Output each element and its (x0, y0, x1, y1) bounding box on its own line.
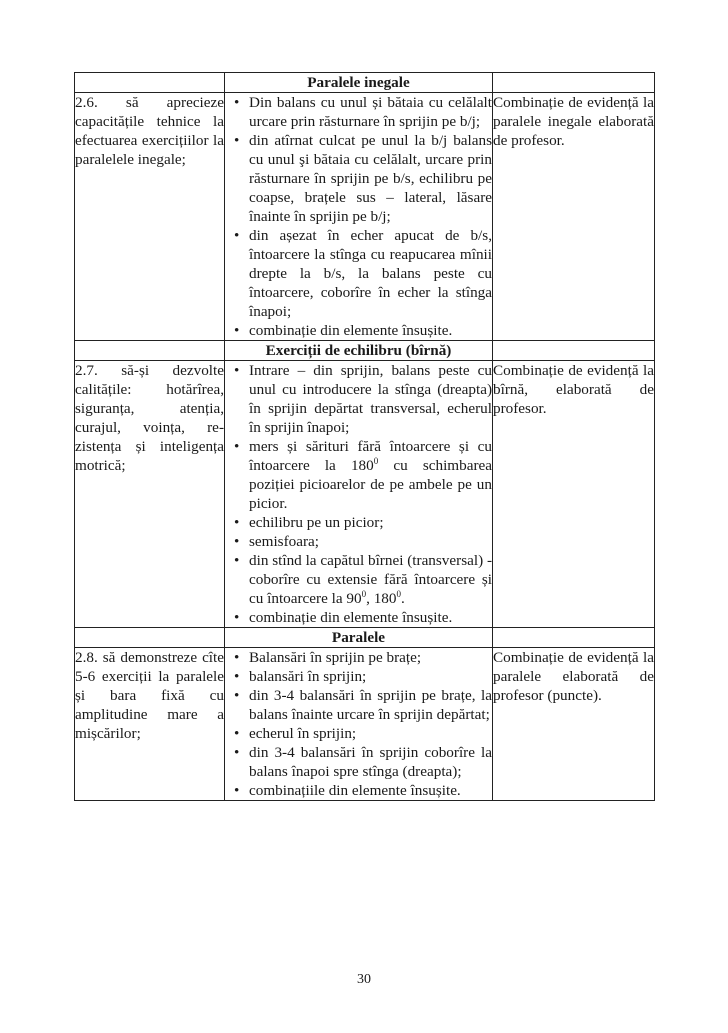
section-title: Exerciții de echilibru (bîrnă) (225, 341, 493, 361)
section-content-row (75, 648, 655, 801)
objective-cell: 2.6. să aprecieze capacitățile tehnice la efectuarea exercițiilor la paralelele inegale; (75, 93, 225, 341)
objective-cell: 2.7. să-și dezvolte calitățile: hotărîrea, siguranța, atenția, curajul, voința, rezistența și inteligența motrică; (75, 361, 225, 628)
exercise-list (225, 648, 492, 800)
list-item: • Intrare – din sprijin, balans peste cu unul cu introducere la stînga (dreapta) în sprijin depărtat transversal, echerul în sprijin înapoi; (225, 361, 492, 437)
assessment-cell: Combinație de evidență la paralele inegale elaborată de profesor. (493, 93, 655, 341)
list-item: • echerul în sprijin; (225, 724, 492, 743)
list-item-text: din stînd la capătul bîrnei (transversal) - coborîre cu extensie fără întoarcere și cu întoarcere la 90 (249, 552, 492, 607)
section-content-row (75, 361, 655, 628)
list-item-text: . (400, 590, 405, 607)
list-item: • din așezat în echer apucat de b/s, întoarcere la stînga cu reapucarea mînii drepte la b/s, la balans peste cu întoarcere, coborîre în echer la stînga înapoi; (225, 226, 492, 321)
section-title: Paralele inegale (225, 73, 493, 93)
section-content-row (75, 93, 655, 341)
exercise-list-cell (225, 93, 493, 341)
curriculum-table (74, 72, 655, 801)
objective-cell: 2.8. să demonstreze cîte 5-6 exerciții la paralele și bara fixă cu amplitudine mare a mișcărilor; (75, 648, 225, 801)
section-title-row (75, 73, 655, 93)
list-item: • Din balans cu unul și bătaia cu celălalt urcare prin răsturnare în sprijin pe b/j; (225, 93, 492, 131)
list-item (225, 551, 492, 608)
section-title-row (75, 341, 655, 361)
exercise-list-cell (225, 648, 493, 801)
list-item: • din 3-4 balansări în sprijin pe brațe, la balans înainte urcare în sprijin depărtat; (225, 686, 492, 724)
assessment-cell: Combinație de evidență la paralele elaborată de profesor (puncte). (493, 648, 655, 801)
list-item-text: cu schimbarea poziției picioarelor de pe ambele pe un picior. (249, 457, 492, 512)
list-item: • semisfoara; (225, 532, 492, 551)
list-item: • combinație din elemente însușite. (225, 608, 492, 627)
section-title-row (75, 628, 655, 648)
degree-mark: 0 (361, 588, 367, 599)
degree-mark: 0 (396, 588, 401, 599)
exercise-list (225, 93, 492, 340)
list-item (225, 437, 492, 513)
list-item: • combinațiile din elemente însușite. (225, 781, 492, 800)
exercise-list (225, 361, 492, 627)
list-item: • din atîrnat culcat pe unul la b/j balans cu unul şi bătaia cu celălalt, urcare prin răsturnare în sprijin pe b/s, echilibru pe coapse, brațele sus – lateral, lăsare înainte în sprijin pe b/j; (225, 131, 492, 226)
list-item-text: mers și sărituri fără întoarcere și cu întoarcere la 180 (249, 438, 492, 474)
assessment-cell: Combinație de evidență la bîrnă, elaborată de profesor. (493, 361, 655, 628)
list-item: • Balansări în sprijin pe brațe; (225, 648, 492, 667)
list-item: • balansări în sprijin; (225, 667, 492, 686)
list-item-text: , 180 (366, 590, 397, 607)
degree-mark: 0 (373, 455, 379, 466)
exercise-list-cell (225, 361, 493, 628)
list-item: • echilibru pe un picior; (225, 513, 492, 532)
section-title: Paralele (225, 628, 493, 648)
page-number: 30 (357, 972, 371, 987)
list-item: • combinație din elemente însușite. (225, 321, 492, 340)
list-item: • din 3-4 balansări în sprijin coborîre la balans înapoi spre stînga (dreapta); (225, 743, 492, 781)
